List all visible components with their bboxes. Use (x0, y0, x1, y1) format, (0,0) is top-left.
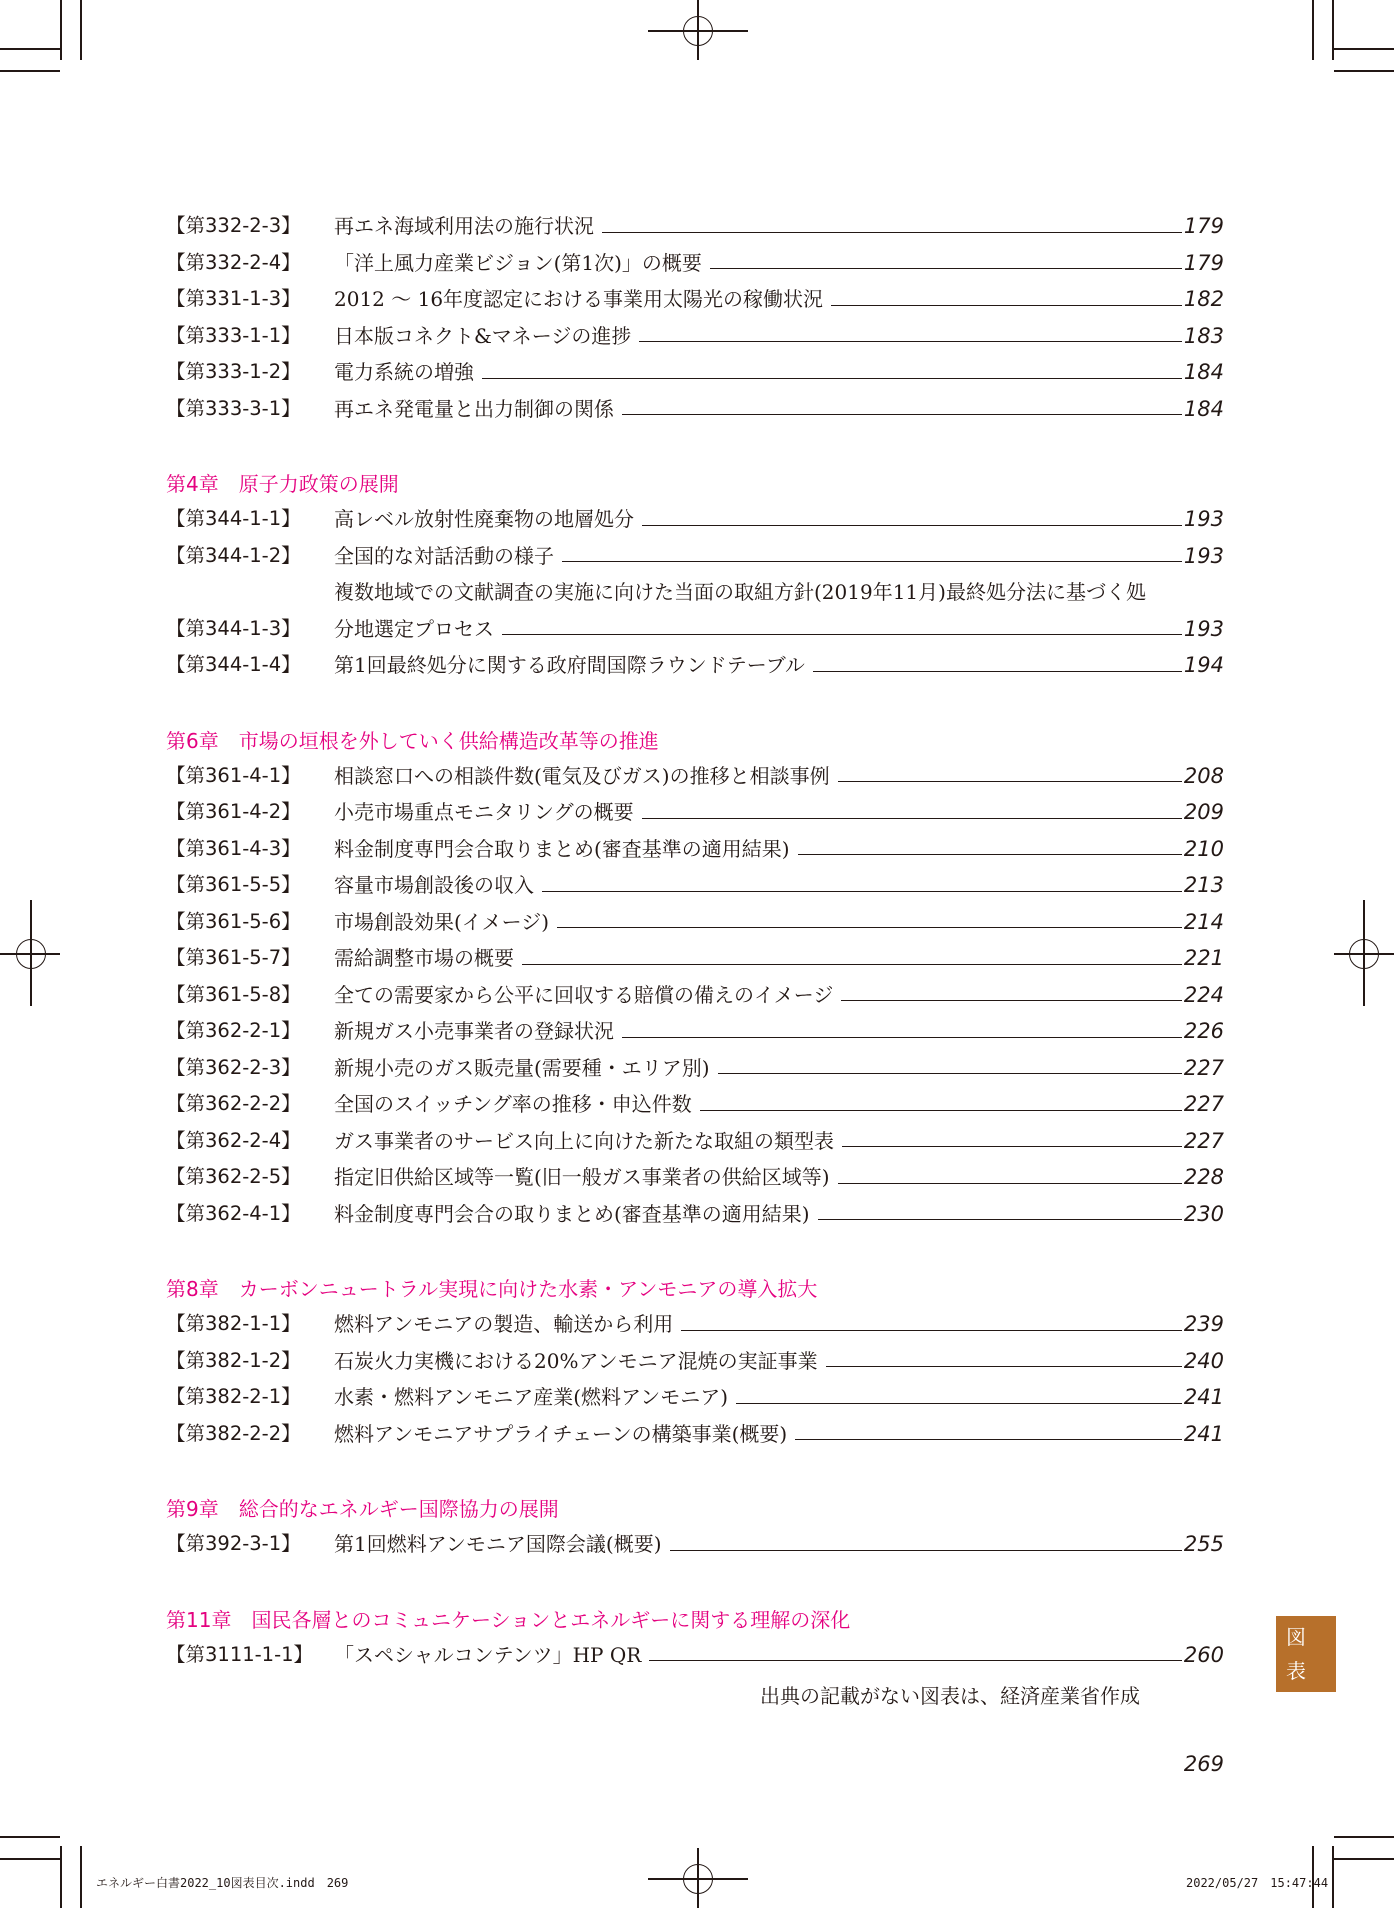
index-entry (166, 867, 1224, 904)
figure-title: 「洋上風力産業ビジョン(第1次)」の概要 (334, 250, 702, 275)
page-ref: 227 (1183, 1092, 1224, 1116)
figure-title: 再エネ海域利用法の施行状況 (334, 214, 594, 238)
leader-line (557, 927, 1182, 928)
figure-title: 2012 ～ 16年度認定における事業用太陽光の稼働状況 (334, 287, 824, 311)
index-entry (166, 940, 1224, 977)
index-entry (166, 1526, 1224, 1563)
figure-title: 料金制度専門会合取りまとめ(審査基準の適用結果) (334, 836, 790, 861)
figure-code: 【第361-4-3】 (166, 836, 301, 860)
page-ref: 182 (1183, 287, 1224, 311)
figure-code: 【第333-1-2】 (166, 360, 301, 383)
index-entry (166, 1637, 1224, 1674)
figure-index (166, 208, 1224, 1713)
index-entry (166, 1343, 1224, 1380)
page-ref: 239 (1183, 1312, 1224, 1336)
figure-title: 燃料アンモニアの製造、輸送から利用 (334, 1312, 674, 1336)
figure-code: 【第362-4-1】 (166, 1201, 301, 1225)
figure-title: 日本版コネクト&マネージの進捗 (334, 323, 632, 348)
source-note: 出典の記載がない図表は、経済産業省作成 (760, 1684, 1140, 1708)
page-ref: 179 (1183, 250, 1224, 275)
leader-line (831, 305, 1182, 306)
figure-code: 【第332-2-3】 (166, 214, 301, 237)
figure-code: 【第344-1-4】 (166, 653, 301, 676)
index-entry (166, 758, 1224, 795)
index-entry (166, 1086, 1224, 1123)
leader-line (818, 1219, 1182, 1220)
page-ref: 260 (1183, 1642, 1224, 1667)
page-ref: 228 (1183, 1165, 1224, 1189)
slug-date: 2022/05/27 15:47:44 (1186, 1876, 1329, 1890)
index-entry (166, 1123, 1224, 1160)
leader-line (639, 341, 1182, 342)
figure-code: 【第362-2-2】 (166, 1092, 301, 1115)
figure-code: 【第362-2-3】 (166, 1055, 301, 1079)
figure-title: 相談窓口への相談件数(電気及びガス)の推移と相談事例 (334, 763, 830, 788)
section-tab (1276, 1616, 1336, 1692)
leader-line (642, 525, 1182, 526)
leader-line (622, 414, 1182, 415)
figure-title: 燃料アンモニアサプライチェーンの構築事業(概要) (334, 1421, 788, 1446)
figure-title: ガス事業者のサービス向上に向けた新たな取組の類型表 (334, 1128, 834, 1153)
section (166, 1603, 1224, 1674)
page-ref: 241 (1183, 1421, 1224, 1446)
page-ref: 210 (1183, 836, 1224, 861)
leader-line (482, 378, 1182, 379)
section (166, 1492, 1224, 1563)
page-ref: 241 (1183, 1385, 1224, 1409)
leader-line (602, 232, 1182, 233)
figure-title: 第1回燃料アンモニア国際会議(概要) (334, 1532, 662, 1556)
index-entry (166, 1379, 1224, 1416)
page-ref: 213 (1183, 873, 1224, 897)
index-entry (166, 904, 1224, 941)
leader-line (649, 1660, 1182, 1661)
index-entry (166, 501, 1224, 538)
leader-line (562, 561, 1182, 562)
figure-title: 容量市場創設後の収入 (334, 873, 534, 897)
figure-title: 第1回最終処分に関する政府間国際ラウンドテーブル (334, 653, 805, 677)
page-number: 269 (1183, 1752, 1224, 1776)
leader-line (813, 671, 1182, 672)
figure-title: 料金制度専門会合の取りまとめ(審査基準の適用結果) (334, 1201, 810, 1226)
chapter-heading: 第4章 原子力政策の展開 (166, 472, 399, 496)
figure-code: 【第344-1-2】 (166, 543, 301, 567)
leader-line (502, 634, 1182, 635)
page-ref: 193 (1183, 616, 1224, 641)
index-entry (166, 208, 1224, 245)
leader-line (622, 1037, 1182, 1038)
figure-title: 全ての需要家から公平に回収する賠償の備えのイメージ (334, 982, 834, 1007)
index-entry (166, 831, 1224, 868)
index-entry (166, 1416, 1224, 1453)
page-ref: 183 (1183, 323, 1224, 348)
page-ref: 209 (1183, 800, 1224, 824)
page-ref: 184 (1183, 360, 1224, 384)
figure-code: 【第3111-1-1】 (166, 1642, 314, 1666)
index-entry (166, 574, 1224, 647)
figure-code: 【第333-1-1】 (166, 323, 301, 347)
figure-title: 全国的な対話活動の様子 (334, 543, 554, 568)
figure-title: 石炭火力実機における20%アンモニア混焼の実証事業 (334, 1348, 818, 1373)
figure-title: 複数地域での文献調査の実施に向けた当面の取組方針(2019年11月)最終処分法に基づく処 (334, 580, 1146, 604)
leader-line (642, 818, 1182, 819)
figure-code: 【第392-3-1】 (166, 1532, 301, 1555)
leader-line (700, 1110, 1182, 1111)
figure-code: 【第382-1-2】 (166, 1348, 301, 1372)
figure-title: 新規小売のガス販売量(需要種・エリア別) (334, 1055, 710, 1080)
figure-title: 新規ガス小売事業者の登録状況 (334, 1019, 614, 1043)
index-entry (166, 281, 1224, 318)
figure-code: 【第361-5-7】 (166, 946, 301, 969)
chapter-heading: 第6章 市場の垣根を外していく供給構造改革等の推進 (166, 728, 659, 753)
figure-code: 【第362-2-4】 (166, 1128, 301, 1152)
leader-line (841, 1000, 1182, 1001)
section (166, 208, 1224, 427)
leader-line (838, 1183, 1182, 1184)
page-ref: 255 (1183, 1532, 1224, 1556)
page-ref: 193 (1183, 543, 1224, 568)
page-ref: 193 (1183, 507, 1224, 531)
section-tab-line2: 表 (1286, 1659, 1306, 1683)
index-entry (166, 245, 1224, 282)
leader-line (736, 1403, 1182, 1404)
index-entry (166, 1196, 1224, 1233)
section (166, 724, 1224, 1233)
section (166, 467, 1224, 684)
page-ref: 230 (1183, 1201, 1224, 1226)
figure-code: 【第361-5-6】 (166, 909, 301, 933)
index-entry (166, 1159, 1224, 1196)
page-ref: 224 (1183, 982, 1224, 1007)
chapter-heading: 第9章 総合的なエネルギー国際協力の展開 (166, 1497, 559, 1521)
index-entry (166, 1050, 1224, 1087)
figure-code: 【第333-3-1】 (166, 396, 301, 420)
page-ref: 226 (1183, 1019, 1224, 1043)
page-ref: 221 (1183, 946, 1224, 970)
index-entry (166, 538, 1224, 575)
section-tab-line1: 図 (1286, 1625, 1306, 1649)
leader-line (681, 1330, 1182, 1331)
figure-title-continued: 分地選定プロセス (334, 616, 494, 641)
figure-code: 【第362-2-5】 (166, 1165, 301, 1188)
figure-title: 電力系統の増強 (334, 360, 474, 384)
index-entry (166, 318, 1224, 355)
leader-line (842, 1146, 1182, 1147)
index-entry (166, 794, 1224, 831)
page-ref: 179 (1183, 214, 1224, 238)
figure-title: 高レベル放射性廃棄物の地層処分 (334, 507, 634, 531)
leader-line (795, 1439, 1182, 1440)
leader-line (798, 854, 1182, 855)
leader-line (710, 268, 1182, 269)
figure-code: 【第361-5-5】 (166, 873, 301, 896)
page-ref: 227 (1183, 1055, 1224, 1080)
index-entry (166, 977, 1224, 1014)
leader-line (838, 781, 1182, 782)
leader-line (670, 1550, 1182, 1551)
figure-code: 【第361-5-8】 (166, 982, 301, 1006)
figure-title: 小売市場重点モニタリングの概要 (334, 800, 634, 824)
page-ref: 214 (1183, 909, 1224, 934)
page-ref: 184 (1183, 396, 1224, 421)
figure-code: 【第344-1-3】 (166, 616, 301, 640)
figure-title: 「スペシャルコンテンツ」HP QR (334, 1642, 642, 1667)
figure-title: 市場創設効果(イメージ) (334, 909, 550, 934)
leader-line (542, 891, 1182, 892)
figure-title: 水素・燃料アンモニア産業(燃料アンモニア) (334, 1385, 729, 1409)
figure-code: 【第382-2-1】 (166, 1385, 301, 1408)
slug-filename: エネルギー白書2022_10図表目次.indd 269 (96, 1876, 349, 1890)
figure-code: 【第331-1-3】 (166, 287, 301, 310)
figure-title: 再エネ発電量と出力制御の関係 (334, 396, 614, 421)
figure-code: 【第382-1-1】 (166, 1312, 301, 1335)
figure-code: 【第362-2-1】 (166, 1019, 301, 1042)
figure-title: 指定旧供給区域等一覧(旧一般ガス事業者の供給区域等) (334, 1165, 830, 1189)
section (166, 1272, 1224, 1452)
leader-line (522, 964, 1182, 965)
leader-line (826, 1366, 1182, 1367)
page-ref: 240 (1183, 1348, 1224, 1373)
index-entry (166, 1306, 1224, 1343)
index-entry (166, 1013, 1224, 1050)
figure-title: 需給調整市場の概要 (334, 946, 514, 970)
page-ref: 227 (1183, 1128, 1224, 1153)
index-entry (166, 391, 1224, 428)
page-ref: 208 (1183, 763, 1224, 788)
figure-code: 【第361-4-2】 (166, 800, 301, 823)
chapter-heading: 第8章 カーボンニュートラル実現に向けた水素・アンモニアの導入拡大 (166, 1277, 818, 1301)
chapter-heading: 第11章 国民各層とのコミュニケーションとエネルギーに関する理解の深化 (166, 1607, 851, 1632)
index-entry (166, 354, 1224, 391)
figure-title: 全国のスイッチング率の推移・申込件数 (334, 1092, 692, 1116)
page-ref: 194 (1183, 653, 1224, 677)
leader-line (718, 1073, 1182, 1074)
index-entry (166, 647, 1224, 684)
figure-code: 【第382-2-2】 (166, 1421, 301, 1445)
figure-code: 【第332-2-4】 (166, 250, 301, 274)
figure-code: 【第344-1-1】 (166, 507, 301, 530)
figure-code: 【第361-4-1】 (166, 763, 301, 787)
